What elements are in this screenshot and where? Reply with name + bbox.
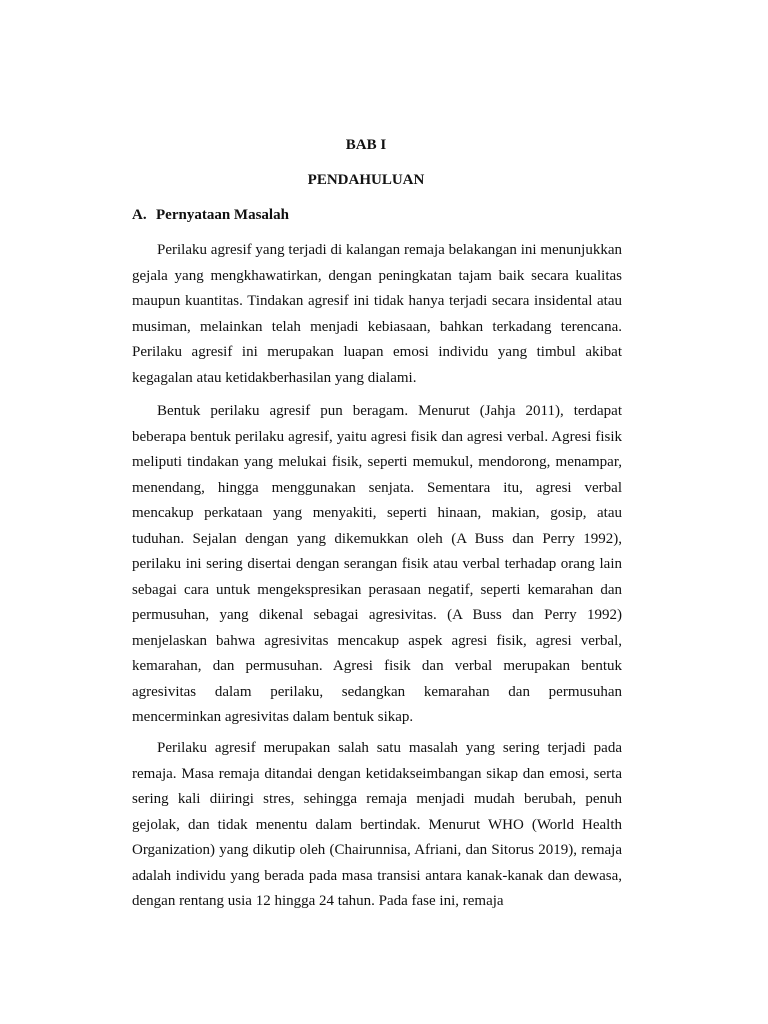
section-title: Pernyataan Masalah: [156, 207, 289, 223]
paragraph-2: Bentuk perilaku agresif pun beragam. Menurut (Jahja 2011), terdapat beberapa bentuk perilaku agresif, yaitu agresi fisik dan agresi verbal. Agresi fisik meliputi tindakan yang melukai fisik, seperti memukul, mendorong, menampar, menendang, hingga menggunakan senjata. Sementara itu, agresi verbal mencakup perkataan yang menyakiti, seperti hinaan, makian, gosip, atau tuduhan. Sejalan dengan yang dikemukkan oleh (A Buss dan Perry 1992), perilaku ini sering disertai dengan serangan fisik atau verbal terhadap orang lain sebagai cara untuk mengekspresikan perasaan negatif, seperti kemarahan dan permusuhan, yang dikenal sebagai agresivitas. (A Buss dan Perry 1992) menjelaskan bahwa agresivitas mencakup aspek agresi fisik, agresi verbal, kemarahan, dan permusuhan. Agresi fisik dan verbal merupakan bentuk agresivitas dalam perilaku, sedangkan kemarahan dan permusuhan mencerminkan agresivitas dalam bentuk sikap.: [132, 403, 622, 725]
chapter-number: BAB I: [345, 137, 387, 153]
chapter-title: PENDAHULUAN: [307, 172, 425, 188]
section-letter: A.: [132, 207, 147, 223]
paragraph-3: Perilaku agresif merupakan salah satu masalah yang sering terjadi pada remaja. Masa remaja ditandai dengan ketidakseimbangan sikap dan emosi, serta sering kali diiringi stres, sehingga remaja menjadi mudah berubah, penuh gejolak, dan tidak menentu dalam bertindak. Menurut WHO (World Health Organization) yang dikutip oleh (Chairunnisa, Afriani, dan Sitorus 2019), remaja adalah individu yang berada pada masa transisi antara kanak-kanak dan dewasa, dengan rentang usia 12 hingga 24 tahun. Pada fase ini, remaja: [132, 740, 622, 909]
section-heading: [132, 207, 289, 224]
paragraph-1: Perilaku agresif yang terjadi di kalangan remaja belakangan ini menunjukkan gejala yang mengkhawatirkan, dengan peningkatan tajam baik secara kualitas maupun kuantitas. Tindakan agresif ini tidak hanya terjadi secara insidental atau musiman, melainkan telah menjadi kebiasaan, bahkan terkadang terencana. Perilaku agresif ini merupakan luapan emosi individu yang timbul akibat kegagalan atau ketidakberhasilan yang dialami.: [132, 242, 622, 386]
